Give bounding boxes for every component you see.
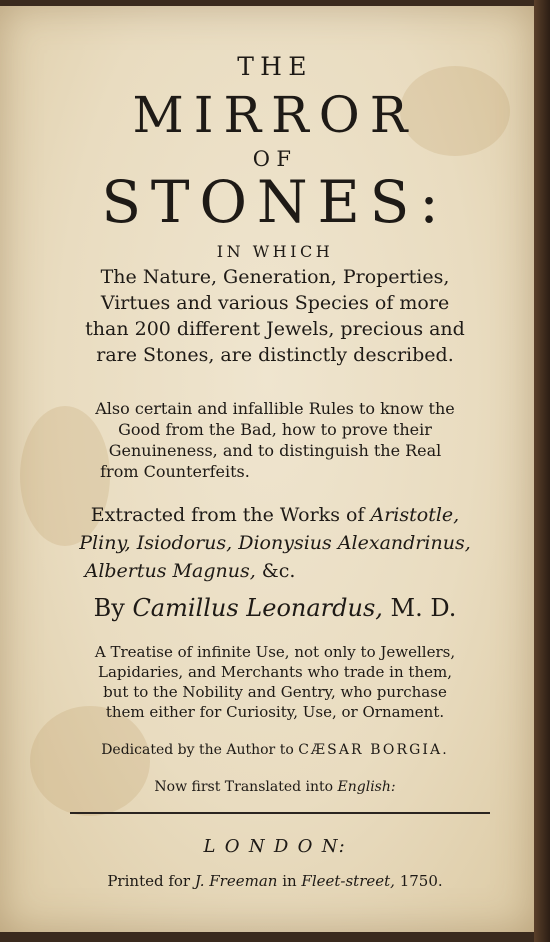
also-line-2: Good from the Bad, how to prove their <box>118 420 432 439</box>
extracted-line-3 <box>0 560 380 582</box>
extracted-line-1 <box>0 504 550 526</box>
author-by: By <box>93 594 133 622</box>
author-line <box>0 594 550 622</box>
title-stones: STONES: <box>101 168 449 236</box>
in-which-heading: IN WHICH <box>216 242 334 261</box>
imprint-city: L O N D O N: <box>203 836 347 857</box>
imprint-printed-line <box>0 872 550 890</box>
treatise-line-1: A Treatise of infinite Use, not only to Jewellers, <box>94 643 456 661</box>
extracted-prefix: Extracted from the Works of <box>90 504 371 526</box>
imprint-printed-prefix: Printed for <box>107 872 195 890</box>
also-line-3: Genuineness, and to distinguish the Real <box>108 441 442 460</box>
author-degree: M. D. <box>382 594 457 622</box>
imprint-in: in <box>277 872 302 890</box>
description-line-1: The Nature, Generation, Properties, <box>100 266 450 288</box>
imprint-year: 1750. <box>394 872 443 890</box>
extracted-albertus: Albertus Magnus, <box>84 560 256 582</box>
translated-prefix: Now first Translated into <box>154 779 338 795</box>
imprint-printer: J. Freeman <box>194 872 278 890</box>
author-name: Camillus Leonardus, <box>132 594 383 622</box>
title-the: THE <box>237 52 313 81</box>
extracted-line-2: Pliny, Isiodorus, Dionysius Alexandrinus, <box>79 532 471 554</box>
description-line-2: Virtues and various Species of more <box>100 292 450 314</box>
description-line-4: rare Stones, are distinctly described. <box>96 344 454 366</box>
treatise-line-3: but to the Nobility and Gentry, who purchase <box>103 683 447 701</box>
extracted-etc: &c. <box>255 560 296 582</box>
treatise-line-2: Lapidaries, and Merchants who trade in them, <box>98 663 452 681</box>
dedication-prefix: Dedicated by the Author to <box>101 742 299 758</box>
dedication-borgia: CÆSAR BORGIA. <box>298 742 449 758</box>
imprint-street: Fleet-street, <box>301 872 395 890</box>
dedication-line <box>0 742 550 758</box>
treatise-line-4: them either for Curiosity, Use, or Ornament. <box>105 703 445 721</box>
title-mirror: MIRROR <box>132 86 418 144</box>
translated-english: English: <box>337 779 396 795</box>
also-line-4: from Counterfeits. <box>100 462 250 481</box>
title-of: OF <box>252 147 298 171</box>
also-line-1: Also certain and infallible Rules to know the <box>95 399 455 418</box>
translated-line <box>0 779 550 795</box>
extracted-aristotle: Aristotle, <box>370 504 460 526</box>
description-line-3: than 200 different Jewels, precious and <box>85 318 465 340</box>
top-rule <box>70 812 490 814</box>
